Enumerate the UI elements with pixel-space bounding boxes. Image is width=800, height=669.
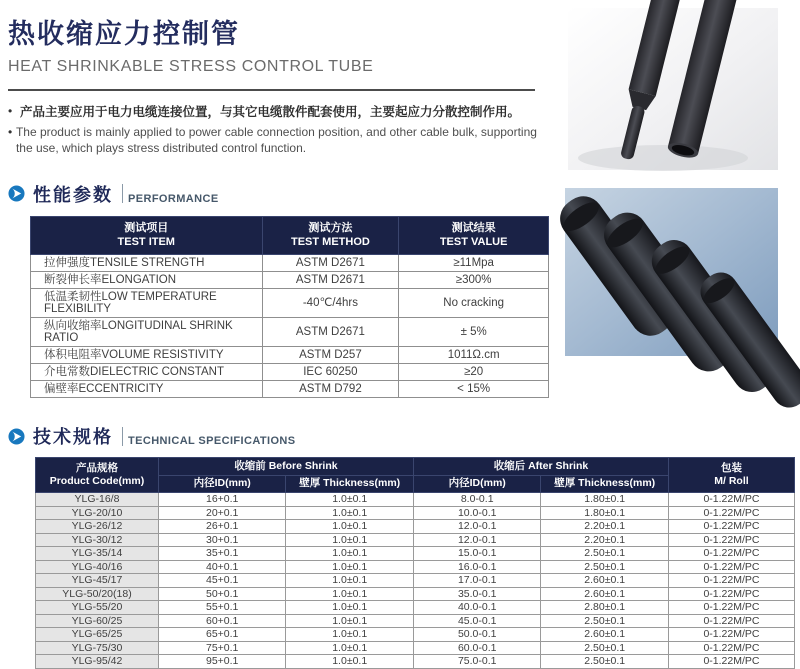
table-cell: YLG-45/17 (36, 574, 159, 588)
table-cell: IEC 60250 (262, 364, 399, 381)
table-cell: ASTM D792 (262, 381, 399, 398)
table-cell: -40℃/4hrs (262, 289, 399, 318)
table-cell: 50.0-0.1 (413, 628, 541, 642)
table-row (36, 587, 795, 601)
bullet-text-cn: 产品主要应用于电力电缆连接位置，与其它电缆散件配套使用，主要起应力分散控制作用。 (20, 105, 521, 119)
bullet-text-en: The product is mainly applied to power cable connection position, and other cable bulk, supporting the use, which plays stress distributed control function. (15, 125, 537, 156)
table-cell: 75+0.1 (158, 641, 286, 655)
intro-bullets (8, 103, 556, 157)
table-cell: 12.0-0.1 (413, 520, 541, 534)
table-cell: ≥11Mpa (399, 255, 549, 272)
table-cell: 30+0.1 (158, 533, 286, 547)
table-cell: 1.0±0.1 (286, 520, 414, 534)
table-cell: 0-1.22M/PC (668, 641, 794, 655)
table-cell: 低温柔韧性LOW TEMPERATURE FLEXIBILITY (31, 289, 263, 318)
bullet-dot: • (8, 125, 13, 140)
shrink-tubes-illustration (568, 8, 778, 170)
table-cell: 45.0-0.1 (413, 614, 541, 628)
table-cell: YLG-55/20 (36, 601, 159, 615)
col-header-test-method: 测试方法 TEST METHOD (262, 216, 399, 255)
table-cell: 60+0.1 (158, 614, 286, 628)
table-cell: 35+0.1 (158, 547, 286, 561)
table-cell: 1.0±0.1 (286, 547, 414, 561)
table-cell: 0-1.22M/PC (668, 547, 794, 561)
table-row (36, 533, 795, 547)
table-row (31, 347, 549, 364)
table-cell: 偏壁率ECCENTRICITY (31, 381, 263, 398)
table-cell: 1.0±0.1 (286, 641, 414, 655)
table-cell: 0-1.22M/PC (668, 655, 794, 669)
table-cell: 1.0±0.1 (286, 655, 414, 669)
table-cell: 26+0.1 (158, 520, 286, 534)
table-row (31, 364, 549, 381)
specifications-section-heading (8, 423, 800, 449)
table-row (31, 289, 549, 318)
table-cell: 16.0-0.1 (413, 560, 541, 574)
specifications-table (35, 457, 795, 669)
table-cell: 55+0.1 (158, 601, 286, 615)
table-cell: 纵向收缩率LONGITUDINAL SHRINK RATIO (31, 318, 263, 347)
col-header-product-code: 产品规格 Product Code(mm) (36, 458, 159, 493)
table-cell: 95+0.1 (158, 655, 286, 669)
section-title-en: TECHNICAL SPECIFICATIONS (128, 435, 296, 448)
table-cell: 2.50±0.1 (541, 641, 669, 655)
product-photo-shrink-tubes (568, 8, 778, 170)
section-title-cn: 性能参数 (33, 184, 113, 205)
table-cell: 10.0-0.1 (413, 506, 541, 520)
table-cell: YLG-95/42 (36, 655, 159, 669)
table-cell: ASTM D2671 (262, 318, 399, 347)
page-title-cn: 热收缩应力控制管 (8, 19, 240, 49)
table-cell: 50+0.1 (158, 587, 286, 601)
section-title-cn: 技术规格 (33, 427, 113, 448)
table-cell: 1.0±0.1 (286, 493, 414, 507)
bullet-item-cn (8, 103, 556, 121)
table-cell: 拉伸强度TENSILE STRENGTH (31, 255, 263, 272)
table-cell: 1011Ω.cm (399, 347, 549, 364)
spec-header-row-1 (36, 458, 795, 476)
table-cell: 17.0-0.1 (413, 574, 541, 588)
table-cell: 8.0-0.1 (413, 493, 541, 507)
table-row (36, 520, 795, 534)
table-cell: 1.0±0.1 (286, 560, 414, 574)
col-header-test-value: 测试结果 TEST VALUE (399, 216, 549, 255)
table-cell: 1.0±0.1 (286, 587, 414, 601)
table-cell: 0-1.22M/PC (668, 587, 794, 601)
table-cell: 2.60±0.1 (541, 628, 669, 642)
heading-divider (122, 184, 123, 203)
table-row (36, 506, 795, 520)
table-cell: 2.50±0.1 (541, 560, 669, 574)
table-cell: YLG-50/20(18) (36, 587, 159, 601)
table-cell: ± 5% (399, 318, 549, 347)
table-row (31, 318, 549, 347)
table-row (36, 560, 795, 574)
table-cell: < 15% (399, 381, 549, 398)
table-cell: 0-1.22M/PC (668, 506, 794, 520)
table-row (31, 272, 549, 289)
table-cell: ASTM D2671 (262, 255, 399, 272)
table-row (36, 614, 795, 628)
table-row (36, 493, 795, 507)
product-photo-tube-stack (565, 188, 778, 356)
table-cell: ≥20 (399, 364, 549, 381)
table-cell: YLG-30/12 (36, 533, 159, 547)
table-cell: YLG-40/16 (36, 560, 159, 574)
table-row (31, 255, 549, 272)
table-cell: 0-1.22M/PC (668, 628, 794, 642)
table-cell: 40.0-0.1 (413, 601, 541, 615)
table-cell: 0-1.22M/PC (668, 520, 794, 534)
table-cell: 60.0-0.1 (413, 641, 541, 655)
group-header-before-shrink: 收缩前 Before Shrink (158, 458, 413, 476)
table-cell: ASTM D257 (262, 347, 399, 364)
table-cell: 2.50±0.1 (541, 655, 669, 669)
table-cell: YLG-35/14 (36, 547, 159, 561)
table-cell: 2.20±0.1 (541, 533, 669, 547)
table-cell: ASTM D2671 (262, 272, 399, 289)
table-cell: 20+0.1 (158, 506, 286, 520)
table-cell: 12.0-0.1 (413, 533, 541, 547)
table-cell: 16+0.1 (158, 493, 286, 507)
circle-arrow-icon (8, 185, 25, 202)
circle-arrow-icon (8, 428, 25, 445)
col-header-thickness-after: 壁厚 Thickness(mm) (541, 475, 669, 493)
table-cell: YLG-60/25 (36, 614, 159, 628)
table-cell: 1.80±0.1 (541, 493, 669, 507)
table-row (36, 628, 795, 642)
tube-stack-illustration (565, 188, 778, 356)
table-cell: 1.0±0.1 (286, 614, 414, 628)
col-header-test-item: 测试项目 TEST ITEM (31, 216, 263, 255)
performance-table (30, 216, 549, 399)
table-cell: 0-1.22M/PC (668, 574, 794, 588)
bullet-item-en (8, 124, 556, 156)
table-cell: 1.0±0.1 (286, 628, 414, 642)
table-cell: 35.0-0.1 (413, 587, 541, 601)
table-cell: 1.80±0.1 (541, 506, 669, 520)
table-row (31, 381, 549, 398)
table-cell: 0-1.22M/PC (668, 560, 794, 574)
table-cell: 75.0-0.1 (413, 655, 541, 669)
table-cell: 0-1.22M/PC (668, 493, 794, 507)
col-header-thickness-before: 壁厚 Thickness(mm) (286, 475, 414, 493)
table-row (36, 655, 795, 669)
table-cell: 断裂伸长率ELONGATION (31, 272, 263, 289)
section-title-en: PERFORMANCE (128, 192, 219, 205)
table-cell: YLG-65/25 (36, 628, 159, 642)
col-header-packing: 包装 M/ Roll (668, 458, 794, 493)
table-cell: 2.50±0.1 (541, 547, 669, 561)
table-cell: 1.0±0.1 (286, 601, 414, 615)
bullet-dot: • (8, 104, 13, 118)
table-cell: 0-1.22M/PC (668, 614, 794, 628)
table-cell: 介电常数DIELECTRIC CONSTANT (31, 364, 263, 381)
table-cell: 0-1.22M/PC (668, 601, 794, 615)
table-cell: 40+0.1 (158, 560, 286, 574)
table-cell: No cracking (399, 289, 549, 318)
table-cell: 45+0.1 (158, 574, 286, 588)
table-row (36, 641, 795, 655)
table-cell: YLG-26/12 (36, 520, 159, 534)
col-header-id-before: 内径ID(mm) (158, 475, 286, 493)
table-cell: YLG-16/8 (36, 493, 159, 507)
table-cell: 2.60±0.1 (541, 587, 669, 601)
table-cell: 1.0±0.1 (286, 533, 414, 547)
table-cell: 65+0.1 (158, 628, 286, 642)
table-cell: 体积电阻率VOLUME RESISTIVITY (31, 347, 263, 364)
table-cell: 2.60±0.1 (541, 574, 669, 588)
table-cell: 2.80±0.1 (541, 601, 669, 615)
table-cell: 0-1.22M/PC (668, 533, 794, 547)
page-title-en: HEAT SHRINKABLE STRESS CONTROL TUBE (8, 58, 374, 75)
table-cell: 2.50±0.1 (541, 614, 669, 628)
table-cell: 15.0-0.1 (413, 547, 541, 561)
table-row (36, 601, 795, 615)
table-cell: 1.0±0.1 (286, 506, 414, 520)
table-row (36, 547, 795, 561)
table-cell: YLG-20/10 (36, 506, 159, 520)
performance-header-row (31, 216, 549, 255)
heading-divider (122, 427, 123, 446)
table-cell: 2.20±0.1 (541, 520, 669, 534)
col-header-id-after: 内径ID(mm) (413, 475, 541, 493)
table-cell: 1.0±0.1 (286, 574, 414, 588)
title-divider (8, 89, 535, 91)
table-cell: ≥300% (399, 272, 549, 289)
group-header-after-shrink: 收缩后 After Shrink (413, 458, 668, 476)
table-row (36, 574, 795, 588)
table-cell: YLG-75/30 (36, 641, 159, 655)
